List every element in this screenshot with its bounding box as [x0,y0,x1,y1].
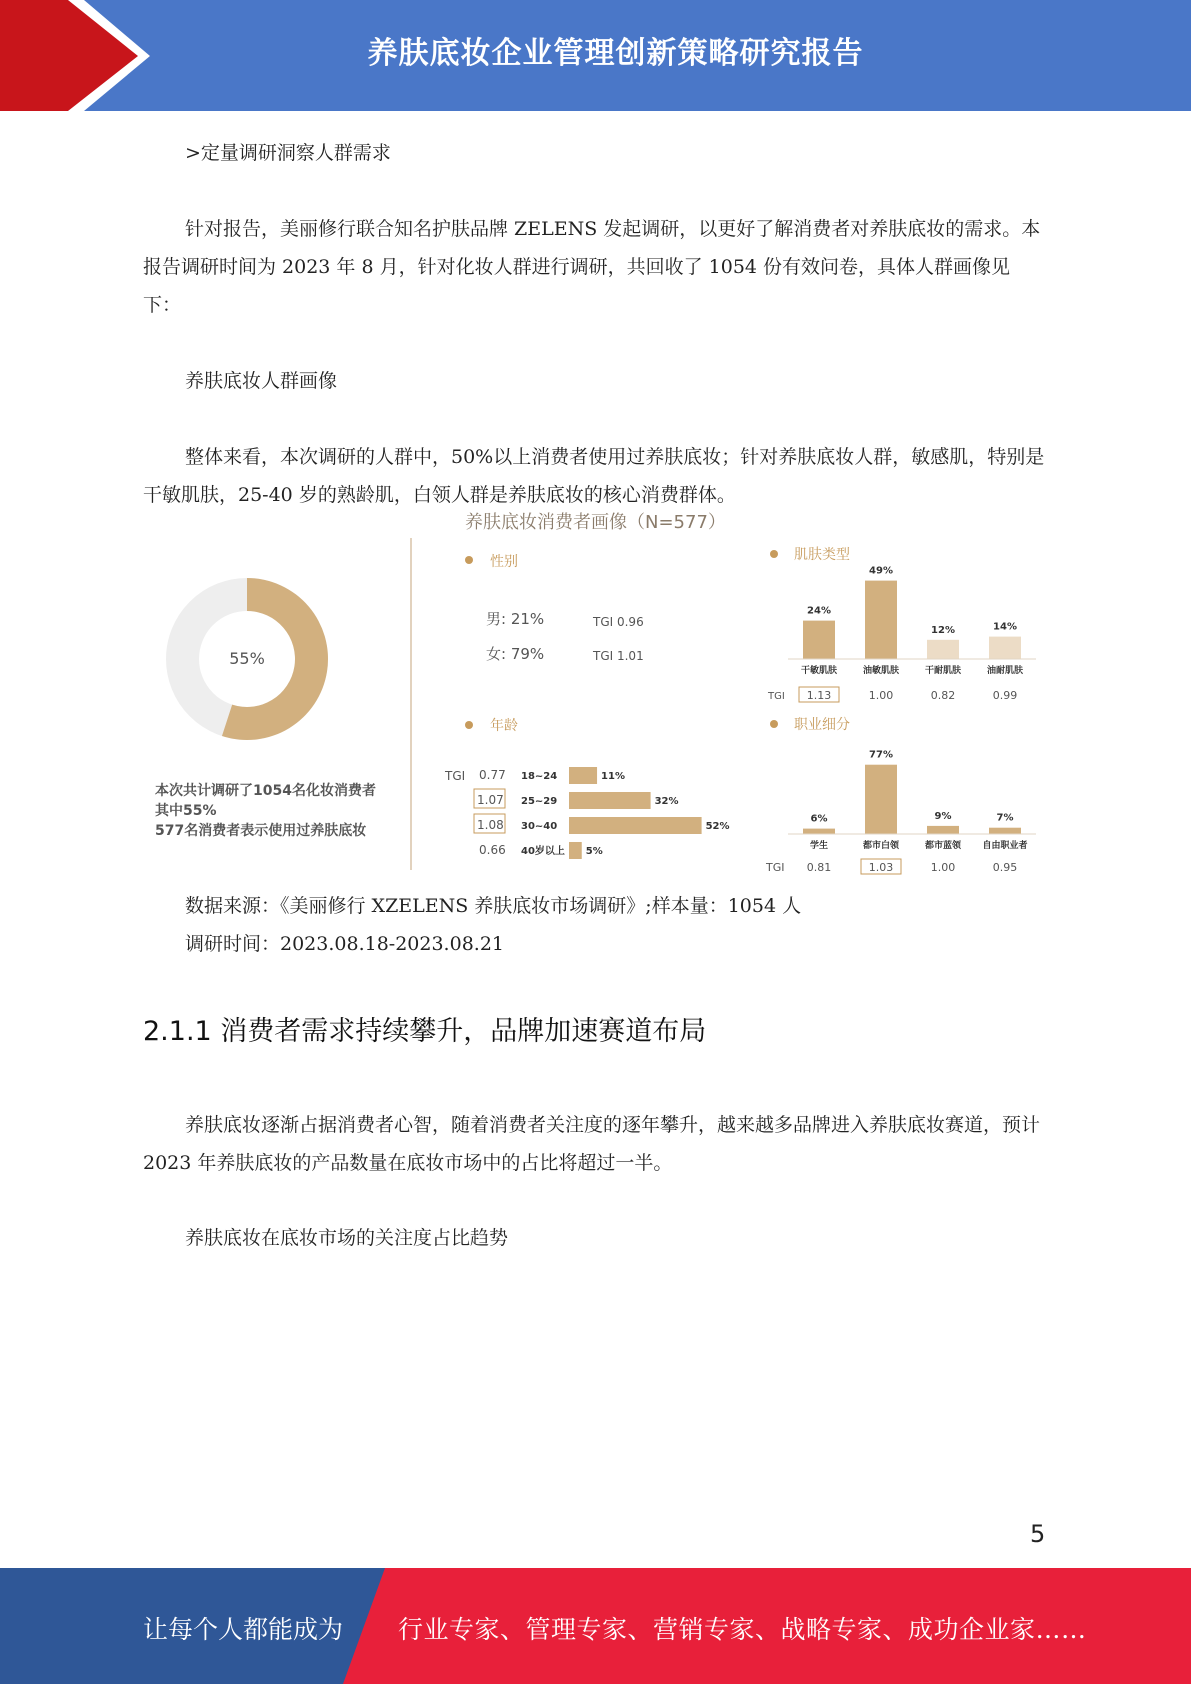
skin-tgi-value: 0.99 [992,689,1018,702]
page-header [0,0,1191,111]
job-bar [927,826,959,834]
skin-category-label: 干耐肌肤 [924,666,962,676]
report-title: 养肤底妆企业管理创新策略研究报告 [367,36,864,71]
job-category-label: 学生 [809,841,829,851]
age-category-label: 25~29 [521,796,558,807]
skin-category-label: 油敏肌肤 [862,666,900,676]
skin-category-label: 油耐肌肤 [986,666,1024,676]
skin-bar-chart [788,566,1036,702]
skin-value-label: 24% [807,605,831,617]
age-bar-chart [474,767,730,859]
infographic-title: 养肤底妆消费者画像（N=577） [465,512,726,533]
job-bar [989,828,1021,834]
skin-tgi-value: 1.13 [806,689,832,702]
age-value-label: 11% [601,771,625,782]
job-category-label: 都市蓝领 [924,841,962,851]
footer-slogan-left: 让每个人都能成为 [143,1615,344,1644]
job-value-label: 6% [810,813,828,825]
age-category-label: 40岁以上 [521,846,565,857]
age-bar [569,842,582,859]
skin-value-label: 12% [931,624,955,636]
skin-tgi-value: 0.82 [930,689,956,702]
age-value-label: 5% [585,846,603,857]
job-bar [865,765,897,834]
paragraph-overall: 整体来看，本次调研的人群中，50%以上消费者使用过养肤底妆；针对养肤底妆人群，敏感肌，特别是干敏肌肤，25-40 岁的熟龄肌，白领人群是养肤底妆的核心消费群体。 [143,446,1045,506]
gender-male-label: 男: 21% [486,610,545,628]
job-bar-chart [788,750,1036,874]
age-bar [569,817,702,834]
gender-female-tgi: TGI 1.01 [593,649,644,663]
job-tgi-value: 1.03 [868,861,894,874]
paragraph-intro: 针对报告，美丽修行联合知名护肤品牌 ZELENS 发起调研，以更好了解消费者对养肤底妆的需求。本报告调研时间为 2023 年 8 月，针对化妆人群进行调研，共回收了 1054 份有效问卷，具体人群画像见下： [143,218,1041,316]
job-category-label: 都市白领 [862,841,900,851]
job-bullet [770,720,778,728]
age-category-label: 30~40 [521,821,558,832]
age-bullet [465,721,473,729]
survey-time: 调研时间：2023.08.18-2023.08.21 [185,933,504,955]
paragraph-section: 养肤底妆逐渐占据消费者心智，随着消费者关注度的逐年攀升，越来越多品牌进入养肤底妆赛道，预计 2023 年养肤底妆的产品数量在底妆市场中的占比将超过一半。 [143,1114,1041,1174]
job-title: 职业细分 [794,717,850,733]
age-tgi-value: 0.66 [479,843,506,857]
job-value-label: 7% [996,812,1014,824]
job-tgi-value: 1.00 [930,861,956,874]
skin-value-label: 49% [869,565,893,577]
gender-bullet [465,556,473,564]
age-bar [569,767,597,784]
page-number: 5 [1030,1520,1046,1548]
data-source: 数据来源：《美丽修行 XZELENS 养肤底妆市场调研》;样本量：1054 人 [185,895,802,917]
infographic-canvas [143,510,1053,880]
section-heading: 2.1.1 消费者需求持续攀升，品牌加速赛道布局 [143,1016,707,1047]
donut-center-label: 55% [229,649,265,668]
job-value-label: 9% [934,810,952,822]
consumer-portrait-infographic [143,510,1053,880]
age-tgi-value: 1.08 [477,818,504,832]
skin-bar [865,581,897,659]
gender-female-label: 女: 79% [486,645,545,663]
note-line-1: 本次共计调研了1054名化妆消费者 [155,783,376,799]
gender-male-tgi: TGI 0.96 [593,615,644,629]
job-tgi-value: 0.81 [806,861,832,874]
skin-bar [803,621,835,659]
age-tgi-header: TGI [445,769,466,783]
skin-bullet [770,550,778,558]
skin-tgi-header: TGI [768,691,785,702]
page-footer [0,1568,1191,1684]
note-line-2: 其中55% [155,803,217,819]
note-line-3: 577名消费者表示使用过养肤底妆 [155,823,367,839]
skin-value-label: 14% [993,621,1017,633]
job-bar [803,829,835,834]
age-tgi-value: 1.07 [477,793,504,807]
job-value-label: 77% [869,749,893,761]
skin-bar [927,640,959,659]
age-title: 年龄 [490,718,518,734]
job-category-label: 自由职业者 [982,841,1028,851]
gender-title: 性别 [490,554,518,570]
footer-slogan-right: 行业专家、管理专家、营销专家、战略专家、成功企业家…… [398,1615,1087,1644]
age-bar [569,792,651,809]
skin-category-label: 干敏肌肤 [800,666,838,676]
skin-bar [989,637,1021,659]
subheading-portrait: 养肤底妆人群画像 [185,370,338,392]
subheading-quant-research: >定量调研洞察人群需求 [185,142,391,164]
age-value-label: 32% [654,796,679,807]
age-value-label: 52% [705,821,730,832]
age-tgi-value: 0.77 [479,768,506,782]
job-tgi-value: 0.95 [992,861,1018,874]
subheading-trend: 养肤底妆在底妆市场的关注度占比趋势 [185,1227,509,1249]
job-tgi-header: TGI [766,861,785,874]
skin-tgi-value: 1.00 [868,689,894,702]
age-category-label: 18~24 [521,771,558,782]
skin-title: 肌肤类型 [794,547,850,563]
